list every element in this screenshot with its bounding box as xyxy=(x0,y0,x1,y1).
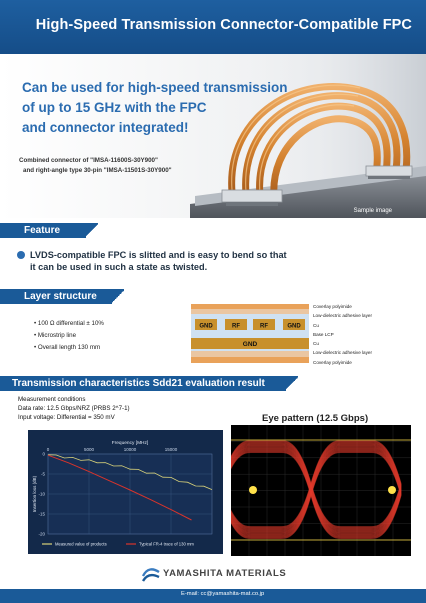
stack-layer-label: Cu xyxy=(313,341,319,347)
bullet-icon xyxy=(17,251,25,259)
eye-crossing-marker xyxy=(388,486,396,494)
legend-label: Measured value of products xyxy=(55,541,107,547)
stack-layer-label: Coverlay polyimide xyxy=(313,359,352,365)
measurement-line: Data rate: 12.5 Gbps/NRZ (PRBS 2^7-1) xyxy=(18,405,130,412)
y-tick-label: -10 xyxy=(38,491,45,497)
x-tick-label: 0 xyxy=(46,447,50,452)
y-tick-label: -20 xyxy=(38,531,45,537)
hero-section xyxy=(0,54,426,218)
layer-spec-item: • Overall length 130 mm xyxy=(34,344,101,351)
x-tick-label: 10000 xyxy=(123,447,137,452)
feature-title: Feature xyxy=(24,225,61,236)
y-tick-label: -15 xyxy=(38,511,45,517)
stack-cell-label: GND xyxy=(199,323,213,330)
eye-pattern-title: Eye pattern (12.5 Gbps) xyxy=(262,413,369,424)
stack-cell-label: GND xyxy=(287,323,301,330)
page-header xyxy=(0,0,426,54)
legend-label: Typical FR-4 trace of 130 mm xyxy=(139,541,194,547)
stack-layer-label: Low-dielectric adhesive layer xyxy=(313,350,372,356)
y-tick-label: 0 xyxy=(42,451,45,457)
hero-headline xyxy=(22,78,292,138)
hero-caption-line: and right-angle type 30-pin "IMSA-11501S-30Y900" xyxy=(23,167,172,174)
hero-headline-line: Can be used for high-speed transmission xyxy=(22,80,288,95)
measurement-line: Measurement conditions xyxy=(18,396,86,403)
layer-spec-item: • 100 Ω differential ± 10% xyxy=(34,320,104,327)
hero-headline-line: and connector integrated! xyxy=(22,120,189,135)
eye-crossing-marker xyxy=(249,486,257,494)
feature-text-line: it can be used in such a state as twisted. xyxy=(30,262,208,272)
insertion-loss-title: Insertion loss of connector + 130 mm FPC (LCP type) xyxy=(38,434,190,441)
hero-caption xyxy=(19,156,172,176)
transmission-section-bar xyxy=(0,376,286,391)
stack-layer-label: Coverlay polyimide xyxy=(313,304,352,309)
feature-bar-tail xyxy=(86,223,98,238)
stack-layer-label: Base LCP xyxy=(313,331,334,337)
hero-headline-line: of up to 15 GHz with the FPC xyxy=(22,100,207,115)
stack-ground-label: GND xyxy=(242,341,258,348)
layer-spec-list xyxy=(34,318,104,354)
page-title: High-Speed Transmission Connector-Compatible FPC xyxy=(35,17,412,33)
layer-structure-title: Layer structure xyxy=(24,291,97,302)
stack-layer-label: Low-dielectric adhesive layer xyxy=(313,313,372,319)
page-footer xyxy=(0,589,426,603)
adhesive-top-layer xyxy=(191,309,309,314)
hero-caption-line: Combined connector of "IMSA-11600S-30Y900" xyxy=(19,157,158,164)
stack-layer-label: Cu xyxy=(313,322,319,328)
yamashita-logo-icon xyxy=(141,564,161,584)
x-tick-label: 15000 xyxy=(164,447,178,452)
layer-bar-tail xyxy=(112,289,124,304)
adhesive-bottom-layer xyxy=(191,351,309,357)
measurement-conditions xyxy=(18,395,130,422)
transmission-title: Transmission characteristics Sdd21 evaluation result xyxy=(12,378,265,389)
feature-text xyxy=(30,249,287,273)
y-axis-label: Insertion loss (dB) xyxy=(32,475,37,513)
layer-section-bar xyxy=(0,289,112,304)
layer-stack-diagram xyxy=(191,304,309,374)
x-axis-label: Frequency [MHz] xyxy=(111,441,149,446)
x-tick-label: 5000 xyxy=(83,447,95,452)
measurement-line: Input voltage: Differential = 350 mV xyxy=(18,414,115,421)
stack-cell-label: RF xyxy=(232,323,240,330)
contact-email[interactable]: E-mail: cc@yamashita-mat.co.jp xyxy=(181,591,265,597)
sample-image-label: Sample image xyxy=(353,208,392,214)
y-tick-label: -5 xyxy=(40,471,45,477)
coverlay-bottom-layer xyxy=(191,357,309,363)
stack-cell-label: RF xyxy=(260,323,268,330)
feature-text-line: LVDS-compatible FPC is slitted and is easy to bend so that xyxy=(30,250,287,260)
eye-pattern-chart xyxy=(231,425,411,556)
transmission-bar-tail xyxy=(286,376,298,391)
feature-section-bar xyxy=(0,223,86,238)
layer-stack-labels xyxy=(313,302,372,367)
layer-spec-item: • Microstrip line xyxy=(34,332,77,339)
company-logo-text: YAMASHITA MATERIALS xyxy=(163,568,287,579)
insertion-loss-chart xyxy=(28,430,223,554)
coverlay-top-layer xyxy=(191,304,309,309)
